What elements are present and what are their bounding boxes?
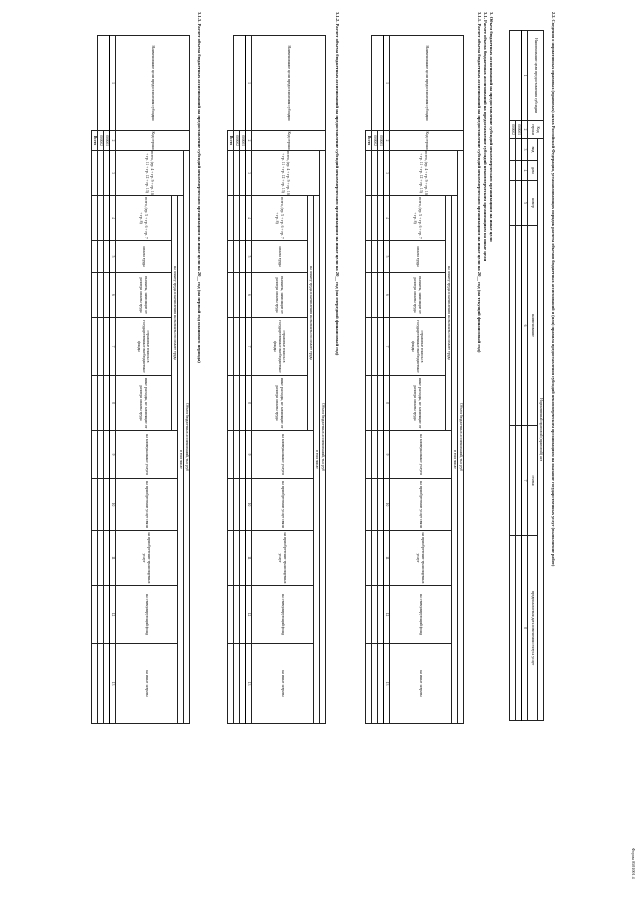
col-code: Код строки <box>390 131 464 151</box>
section-3-heading: 3. Объем бюджетных ассигнований на предоставление субсидий некоммерческим организациям на иные цели <box>489 12 494 242</box>
col-name: Наименование цели предоставления субсидии <box>116 36 190 131</box>
num-cell: 2 <box>246 131 252 151</box>
row-code: 000001 <box>516 121 522 139</box>
table-row <box>372 36 378 724</box>
row-code: 000002 <box>98 131 104 151</box>
row-code: 000002 <box>372 131 378 151</box>
col-wage-total: всего, (гр. 5 + гр. 6 + гр. 7 + гр. 8) <box>116 196 172 241</box>
col-kind: вид <box>528 139 538 161</box>
npa-table <box>509 30 544 721</box>
num-cell: 1 <box>522 31 528 121</box>
col-utilities: на коммунальные услуги <box>252 431 314 479</box>
col-misc: на иные затраты <box>390 644 452 724</box>
col-total: всего, (гр. 4 + гр. 9 + гр. 10 + гр. 11 + гр. 12 + гр. 13) <box>390 151 458 196</box>
num-cell: 12 <box>384 586 390 644</box>
form-label: Форма 0501001 4 <box>631 848 636 879</box>
col-name: Наименование цели предоставления субсидии <box>390 36 464 131</box>
col-pay: выплаты, зависящие от размера оплаты труда <box>252 273 308 318</box>
num-cell: 2 <box>384 131 390 151</box>
num-cell: 4 <box>110 196 116 241</box>
num-cell: 1 <box>384 36 390 131</box>
table-row <box>378 36 384 724</box>
num-cell: 13 <box>246 644 252 724</box>
num-cell: 3 <box>522 139 528 161</box>
col-article: статья <box>528 426 538 536</box>
col-wage-block: на оплату труда и начисления на выплаты по оплате труда <box>308 196 314 431</box>
num-cell: 1 <box>246 36 252 131</box>
col-transport: на приобретение транспортных услуг <box>252 531 314 586</box>
col-wage-block: на оплату труда и начисления на выплаты по оплате труда <box>172 196 178 431</box>
col-date: дата <box>528 161 538 181</box>
num-cell: 3 <box>110 151 116 196</box>
col-changes: предполагаемая дата изменения статуса услуг <box>528 536 538 721</box>
col-fund: на стимулирующий фонд <box>116 586 178 644</box>
col-incl: в том числе <box>178 196 184 724</box>
col-ins: страховые взносы в государственные внебюджетные фонды <box>252 318 308 376</box>
calc-table-current-year <box>365 35 464 724</box>
total-row <box>366 36 372 724</box>
num-cell: 6 <box>110 273 116 318</box>
num-cell: 8 <box>110 376 116 431</box>
col-code: Код строки <box>252 131 326 151</box>
num-cell: 13 <box>384 644 390 724</box>
num-cell: 8 <box>522 536 528 721</box>
col-comm: на приобретение услуг связи <box>116 479 178 531</box>
num-cell: 9 <box>110 431 116 479</box>
section-3-1-1-heading: 3.1.1. Расчет объема бюджетных ассигнований на предоставление субсидий некоммерческим организациям на иные цели на 20__ год (на текущий финансовый год) <box>477 12 482 353</box>
calc-table-plan-year <box>91 35 190 724</box>
col-number: номер <box>528 181 538 226</box>
col-name: Наименование цели предоставления субсидии <box>528 31 544 121</box>
col-misc: на иные затраты <box>252 644 314 724</box>
col-wage: оплата труда <box>252 241 308 273</box>
col-volume: Объем бюджетных ассигнований, тыс руб <box>458 151 464 724</box>
num-cell: 10 <box>246 479 252 531</box>
col-incl: в том числе <box>314 196 320 724</box>
col-comm: на приобретение услуг связи <box>252 479 314 531</box>
table-row <box>98 36 104 724</box>
num-cell: 6 <box>522 226 528 426</box>
section-3-1-heading: 3.1. Расчет объема бюджетных ассигнований на предоставление субсидий некоммерческим организациям на иные цели <box>483 12 488 262</box>
col-code: Код строки <box>528 121 544 139</box>
num-cell: 10 <box>110 479 116 531</box>
num-cell: 10 <box>384 479 390 531</box>
num-cell: 6 <box>246 273 252 318</box>
col-fund: на стимулирующий фонд <box>252 586 314 644</box>
num-cell: 5 <box>110 241 116 273</box>
section-3-1-2-heading: 3.1.2. Расчет объема бюджетных ассигнований на предоставление субсидий некоммерческим организациям на иные цели на 20__ год (на очередной финансовый год) <box>335 12 340 356</box>
num-cell: 7 <box>110 318 116 376</box>
num-cell: 5 <box>522 181 528 226</box>
num-cell: 9 <box>384 431 390 479</box>
col-wage-total: всего, (гр. 5 + гр. 6 + гр. 7 + гр. 8) <box>390 196 446 241</box>
num-cell: 11 <box>384 531 390 586</box>
calc-table-next-year <box>227 35 326 724</box>
col-wage-block: на оплату труда и начисления на выплаты по оплате труда <box>446 196 452 431</box>
num-cell: 2 <box>110 131 116 151</box>
col-other: иные расходы, не зависящие от размера оплаты труда <box>116 376 172 431</box>
row-code: 000002 <box>510 121 516 139</box>
row-code: 000001 <box>378 131 384 151</box>
num-cell: 3 <box>246 151 252 196</box>
col-transport: на приобретение транспортных услуг <box>390 531 452 586</box>
num-cell: 7 <box>246 318 252 376</box>
col-ins: страховые взносы в государственные внебюджетные фонды <box>116 318 172 376</box>
num-cell: 5 <box>246 241 252 273</box>
num-cell: 13 <box>110 644 116 724</box>
num-cell: 8 <box>384 376 390 431</box>
num-cell: 4 <box>246 196 252 241</box>
total-label: Всего <box>228 131 234 151</box>
col-total: всего, (гр. 4 + гр. 9 + гр. 10 + гр. 11 + гр. 12 + гр. 13) <box>252 151 320 196</box>
row-code: 000001 <box>240 131 246 151</box>
num-cell: 8 <box>246 376 252 431</box>
table-row <box>234 36 240 724</box>
col-wage: оплата труда <box>390 241 446 273</box>
num-cell: 4 <box>384 196 390 241</box>
section-3-1-3-heading: 3.1.3. Расчет объема бюджетных ассигнований на предоставление субсидий некоммерческим организациям на иные цели на 20__ год (на первый год планового периода) <box>197 12 202 363</box>
section-2-2-title: 2.2. Сведения о нормативных правовых (правовых) актах Российской Федерации, устанавливающих порядок расчета объемов бюджетных ассигнований и (или) правила предоставления субсидий некоммерческим организациям на оказание государственных услуг (выполнение работ) <box>551 12 556 567</box>
total-label: Всего <box>366 131 372 151</box>
num-cell: 6 <box>384 273 390 318</box>
num-cell: 12 <box>110 586 116 644</box>
num-cell: 4 <box>522 161 528 181</box>
num-cell: 2 <box>522 121 528 139</box>
col-utilities: на коммунальные услуги <box>116 431 178 479</box>
col-name: Наименование цели предоставления субсидии <box>252 36 326 131</box>
total-row <box>228 36 234 724</box>
col-incl: в том числе <box>452 196 458 724</box>
col-code: Код строки <box>116 131 190 151</box>
col-fund: на стимулирующий фонд <box>390 586 452 644</box>
num-cell: 11 <box>246 531 252 586</box>
col-ins: страховые взносы в государственные внебюджетные фонды <box>390 318 446 376</box>
total-row <box>92 36 98 724</box>
num-cell: 9 <box>246 431 252 479</box>
col-wage-total: всего, (гр. 5 + гр. 6 + гр. 7 + гр. 8) <box>252 196 308 241</box>
col-transport: на приобретение транспортных услуг <box>116 531 178 586</box>
num-cell: 12 <box>246 586 252 644</box>
col-utilities: на коммунальные услуги <box>390 431 452 479</box>
num-cell: 1 <box>110 36 116 131</box>
col-total: всего, (гр. 4 + гр. 9 + гр. 10 + гр. 11 + гр. 12 + гр. 13) <box>116 151 184 196</box>
num-cell: 7 <box>384 318 390 376</box>
col-pay: выплаты, зависящие от размера оплаты труда <box>390 273 446 318</box>
table-row <box>240 36 246 724</box>
col-volume: Объем бюджетных ассигнований, тыс руб <box>184 151 190 724</box>
row-code: 000001 <box>104 131 110 151</box>
table-row <box>516 31 522 721</box>
col-pay: выплаты, зависящие от размера оплаты труда <box>116 273 172 318</box>
col-title: наименование <box>528 226 538 426</box>
num-cell: 7 <box>522 426 528 536</box>
table-row <box>510 31 516 721</box>
col-comm: на приобретение услуг связи <box>390 479 452 531</box>
col-wage: оплата труда <box>116 241 172 273</box>
col-other: иные расходы, не зависящие от размера оплаты труда <box>390 376 446 431</box>
total-label: Всего <box>92 131 98 151</box>
table-row <box>104 36 110 724</box>
col-npa: Нормативный правовой (правовой) акт <box>538 139 544 721</box>
num-cell: 3 <box>384 151 390 196</box>
row-code: 000002 <box>234 131 240 151</box>
col-other: иные расходы, не зависящие от размера оплаты труда <box>252 376 308 431</box>
num-cell: 5 <box>384 241 390 273</box>
col-volume: Объем бюджетных ассигнований, тыс руб <box>320 151 326 724</box>
num-cell: 11 <box>110 531 116 586</box>
col-misc: на иные затраты <box>116 644 178 724</box>
